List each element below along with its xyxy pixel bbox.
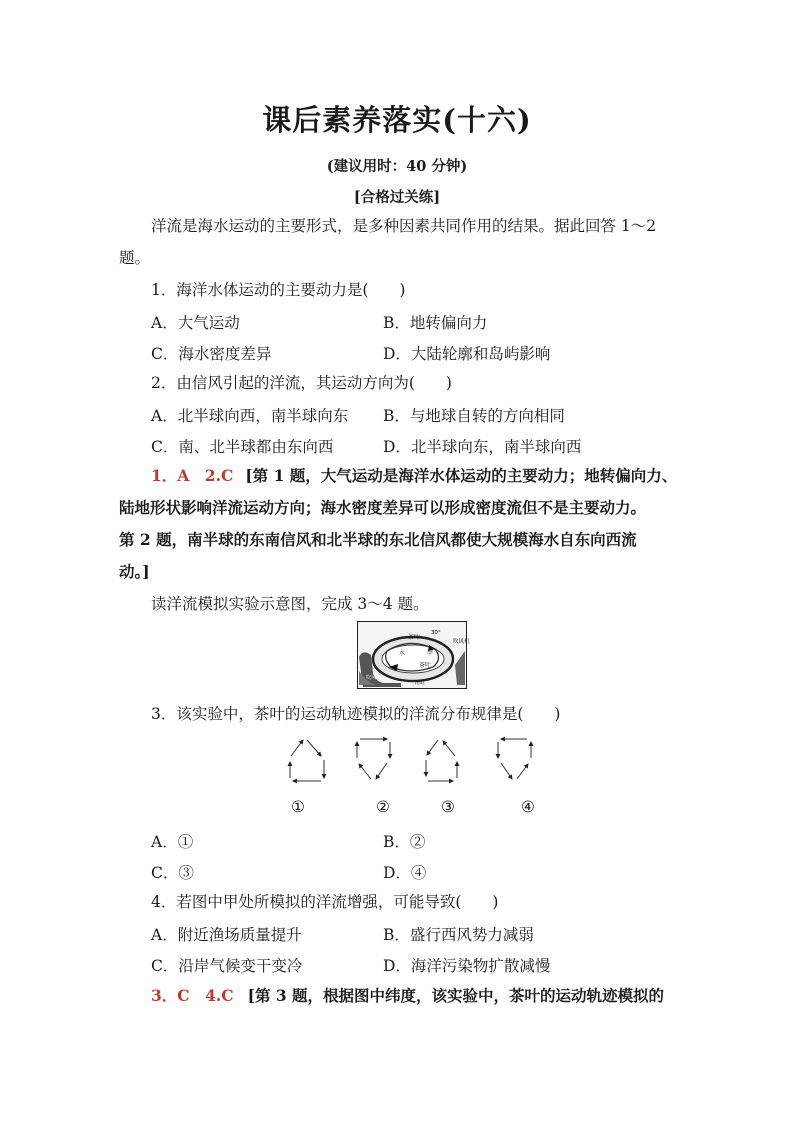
question-1-option-b: B．地转偏向力 <box>383 314 488 332</box>
intro-2: 读洋流模拟实验示意图，完成 3～4 题。 <box>151 595 429 613</box>
experiment-diagram <box>357 621 470 689</box>
label-fan-left: 吹风机 <box>366 675 382 681</box>
question-2-option-b: B．与地球自转的方向相同 <box>383 407 565 425</box>
question-2-stem: 2．由信风引起的洋流，其运动方向为( ) <box>151 374 452 392</box>
circulation-diagram-svg <box>287 736 541 784</box>
question-3-option-a: A．① <box>151 833 194 851</box>
question-4-option-a: A．附近渔场质量提升 <box>151 926 302 944</box>
label-tea-bottom: 茶叶 <box>419 662 432 669</box>
diagram-number-1: ① <box>291 798 305 816</box>
diagram-number-4: ④ <box>521 798 535 816</box>
answer-1-2-line-1 <box>151 466 677 486</box>
label-tea-top: 茶叶 <box>408 634 421 641</box>
diagram-1 <box>290 740 324 781</box>
question-1-option-d: D．大陆轮廓和岛屿影响 <box>383 345 551 363</box>
question-3-stem: 3．该实验中，茶叶的运动轨迹模拟的洋流分布规律是( ) <box>151 705 561 723</box>
question-2-option-a: A．北半球向西，南半球向东 <box>151 407 349 425</box>
page-title: 课后素养落实(十六) <box>262 103 532 137</box>
question-4-option-b: B．盛行西风势力减弱 <box>383 926 534 944</box>
label-jia: 甲 <box>427 650 434 657</box>
circulation-diagrams <box>287 736 541 784</box>
answer-1-2-line-3: 第 2 题，南半球的东南信风和北半球的东北信风都使大规模海水自东向西流 <box>119 530 637 549</box>
question-4-option-d: D．海洋污染物扩散减慢 <box>383 957 551 975</box>
question-3-option-c: C．③ <box>151 864 194 882</box>
answer-3-4-key: 3．C 4.C <box>151 986 234 1005</box>
question-1-option-a: A．大气运动 <box>151 314 240 332</box>
diagram-number-2: ② <box>376 798 390 816</box>
question-4-option-c: C．沿岸气候变干变冷 <box>151 957 303 975</box>
label-fan-right: 吹风机 <box>453 639 470 645</box>
intro-1-line-2: 题。 <box>119 249 151 267</box>
answer-1-2-key: 1．A 2.C <box>151 466 234 485</box>
answer-1-2-explanation-1: [第 1 题，大气运动是海洋水体运动的主要动力；地转偏向力、 <box>245 466 678 485</box>
question-3-option-b: B．② <box>383 833 426 851</box>
answer-3-4-explanation-1: [第 3 题，根据图中纬度，该实验中，茶叶的运动轨迹模拟的 <box>247 986 665 1005</box>
answer-1-2-line-2: 陆地形状影响洋流运动方向；海水密度差异可以形成密度流但不是主要动力。 <box>119 498 647 517</box>
label-basin: 溶缸 <box>415 680 426 686</box>
question-2-option-d: D．北半球向东，南半球向西 <box>383 438 582 456</box>
label-water: 水 <box>399 650 406 657</box>
answer-1-2-line-4: 动。] <box>119 562 150 581</box>
experiment-figure <box>357 621 470 689</box>
diagram-2 <box>357 739 390 779</box>
question-2-option-c: C．南、北半球都由东向西 <box>151 438 334 456</box>
question-1-stem: 1．海洋水体运动的主要动力是( ) <box>151 281 406 299</box>
intro-1-line-1: 洋流是海水运动的主要形式，是多种因素共同作用的结果。据此回答 1～2 <box>151 217 657 235</box>
question-4-stem: 4．若图中甲处所模拟的洋流增强，可能导致( ) <box>151 893 499 911</box>
diagram-number-3: ③ <box>441 798 455 816</box>
section-heading: [合格过关练] <box>353 189 441 206</box>
label-latitude: 30° <box>431 630 441 636</box>
question-1-option-c: C．海水密度差异 <box>151 345 272 363</box>
question-3-option-d: D．④ <box>383 864 427 882</box>
time-note: (建议用时：40 分钟) <box>326 158 468 175</box>
diagram-4 <box>498 739 531 779</box>
diagram-3 <box>426 740 457 781</box>
answer-3-4-line-1 <box>151 986 664 1006</box>
